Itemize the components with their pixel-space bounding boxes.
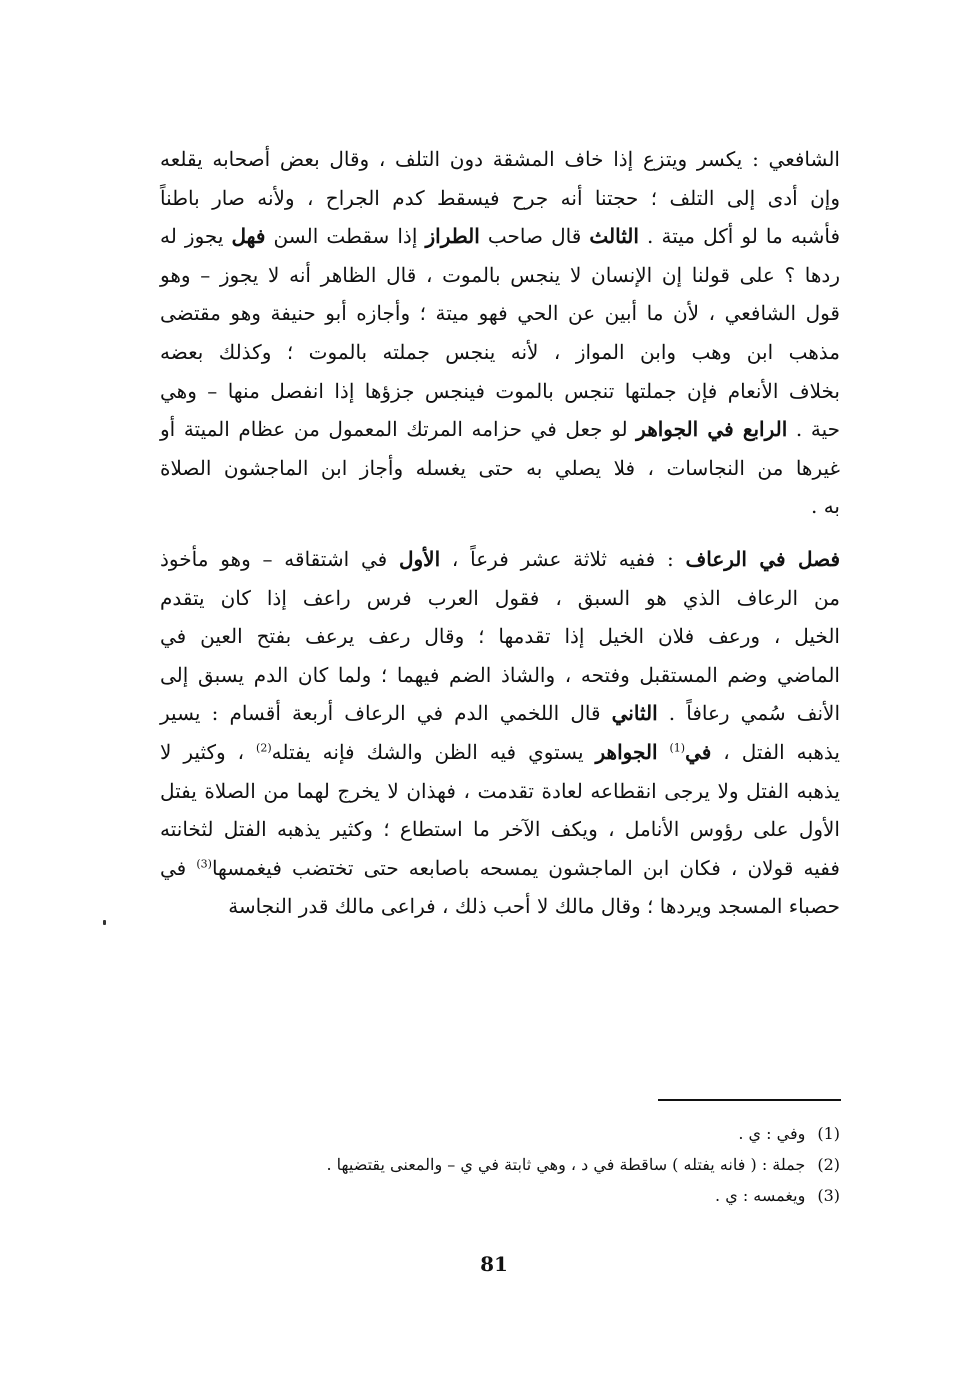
text-run: قال صاحب bbox=[479, 224, 590, 249]
text-line bbox=[160, 256, 840, 295]
text-run: وإن أدى إلى التلف ؛ حجتنا أنه جرح فيسقط كدم الجراح ، ولأنه صار باطناً bbox=[160, 185, 840, 210]
text-run: فأشبه ما لو أكل ميتة . bbox=[638, 224, 841, 249]
text-line bbox=[160, 772, 840, 811]
bold-term: الثاني bbox=[611, 701, 658, 726]
footnote-text: جملة : ( فانه يفتله ) ساقطة في د ، وهي ثابتة في ي – والمعنى يقتضيها . bbox=[326, 1155, 806, 1174]
text-line bbox=[160, 694, 840, 733]
text-run: الأنف سُمي رعافاً . bbox=[657, 701, 841, 726]
text-line bbox=[160, 540, 840, 579]
page-number: 81 bbox=[480, 1252, 508, 1276]
text-line bbox=[160, 656, 840, 695]
text-run: الخيل ، ورعف فلان الخيل إذا تقدمها ؛ وقال رعف يرعف بفتح العين في bbox=[160, 624, 840, 649]
footnote bbox=[160, 1149, 840, 1180]
text-line bbox=[160, 217, 840, 256]
text-run: في bbox=[160, 855, 197, 880]
text-line bbox=[160, 849, 840, 888]
text-run: الماضي وضم المستقبل وفتحه ، والشاذ الضم فيهما ؛ ولما كان الدم يسبق إلى bbox=[160, 662, 840, 687]
text-run: الأول على رؤوس الأنامل ، ويكف الآخر ما استطاع ؛ وكثير يذهبه الفتل لثخانته bbox=[160, 817, 840, 842]
text-run: يستوي فيه الظن والشك فإنه يفتله bbox=[271, 739, 596, 764]
main-text bbox=[160, 140, 840, 926]
footnote-text: وفي : ي . bbox=[738, 1124, 806, 1143]
text-run: مذهب ابن وهب وابن المواز ، لأنه ينجس جملته بالموت ؛ وكذلك بعضه bbox=[160, 339, 840, 364]
text-line bbox=[160, 140, 840, 179]
scan-speck bbox=[103, 920, 106, 925]
text-line bbox=[160, 294, 840, 333]
text-line bbox=[160, 733, 840, 772]
footnote-number: (3) bbox=[817, 1186, 840, 1205]
footnote bbox=[160, 1118, 840, 1149]
paragraph-gap bbox=[160, 526, 840, 540]
text-run: ففيه قولان ، فكان ابن الماجشون يمسحه باصابعه حتى تختضب فيغمسها bbox=[211, 855, 840, 880]
text-run: : ففيه ثلاثة عشر فرعاً ، bbox=[440, 546, 686, 571]
text-run: يذهبه الفتل ولا يرجى انقطاعه لعادة تقدمت ، فهذان لا يخرج لهما من الصلاة يفتل bbox=[160, 778, 840, 803]
text-line bbox=[160, 579, 840, 618]
footnote-reference: (3) bbox=[196, 857, 212, 871]
text-run: يذهبه الفتل ، bbox=[711, 739, 840, 764]
text-run: من الرعاف الذي هو السبق ، فقول العرب فرس راعف إذا كان يتقدم bbox=[160, 585, 840, 610]
text-run: يجوز له bbox=[160, 224, 232, 249]
footnotes bbox=[160, 1118, 840, 1211]
footnote-reference: (2) bbox=[256, 741, 272, 755]
text-line bbox=[160, 333, 840, 372]
bold-term: الرابع في الجواهر bbox=[636, 417, 788, 442]
text-run: ، وكثير لا bbox=[160, 739, 257, 764]
bold-term: الأول bbox=[398, 546, 441, 571]
text-line bbox=[160, 449, 840, 488]
footnote-text: ويغمسه : ي . bbox=[715, 1186, 806, 1205]
paragraph-1 bbox=[160, 140, 840, 526]
text-run: حية . bbox=[787, 417, 840, 442]
text-run: ردها ؟ على قولنا إن الإنسان لا ينجس بالموت ، قال الظاهر أنه لا يجوز – وهو bbox=[160, 262, 840, 287]
text-run: غيرها من النجاسات ، فلا يصلي به حتى يغسله وأجاز ابن الماجشون الصلاة bbox=[160, 455, 840, 480]
text-run: حصباء المسجد ويردها ؛ وقال مالك لا أحب ذلك ، فراعى مالك قدر النجاسة bbox=[228, 894, 840, 919]
bold-term: فصل في الرعاف bbox=[685, 546, 841, 571]
text-line bbox=[160, 617, 840, 656]
text-line bbox=[160, 487, 840, 526]
text-run bbox=[658, 740, 670, 764]
bold-term: الجواهر bbox=[595, 739, 658, 764]
paragraph-2 bbox=[160, 540, 840, 926]
text-run: به . bbox=[810, 494, 840, 519]
text-run: لو جعل في حزامه المرتك المعمول من عظام الميتة أو bbox=[160, 417, 637, 442]
footnote-number: (2) bbox=[817, 1155, 840, 1174]
bold-term: في bbox=[685, 739, 712, 764]
footnote bbox=[160, 1180, 840, 1211]
text-run: قول الشافعي ، لأن ما أبين عن الحي فهو ميتة ؛ وأجازه أبو حنيفة وهو مقتضى bbox=[160, 301, 840, 326]
text-run: قال اللخمي الدم في الرعاف أربعة أقسام : يسير bbox=[160, 701, 612, 726]
footnote-separator bbox=[658, 1099, 841, 1101]
text-run: إذا سقطت السن bbox=[265, 224, 426, 249]
text-line bbox=[160, 179, 840, 218]
footnote-number: (1) bbox=[817, 1124, 840, 1143]
text-run: في اشتقاقه – وهو مأخوذ bbox=[160, 546, 399, 571]
bold-term: فهل bbox=[231, 224, 266, 249]
text-line bbox=[160, 887, 840, 926]
text-line bbox=[160, 810, 840, 849]
text-line bbox=[160, 372, 840, 411]
bold-term: الطراز bbox=[425, 224, 480, 249]
text-run: بخلاف الأنعام فإن جملتها تنجس بالموت فينجس جزؤها إذا انفصل منها – وهي bbox=[160, 378, 840, 403]
footnote-reference: (1) bbox=[669, 741, 686, 755]
bold-term: الثالث bbox=[589, 224, 639, 249]
text-run: الشافعي : يكسر ويتزع إذا خاف المشقة دون التلف ، وقال بعض أصحابه يقلعه bbox=[160, 147, 840, 171]
text-line bbox=[160, 410, 840, 449]
